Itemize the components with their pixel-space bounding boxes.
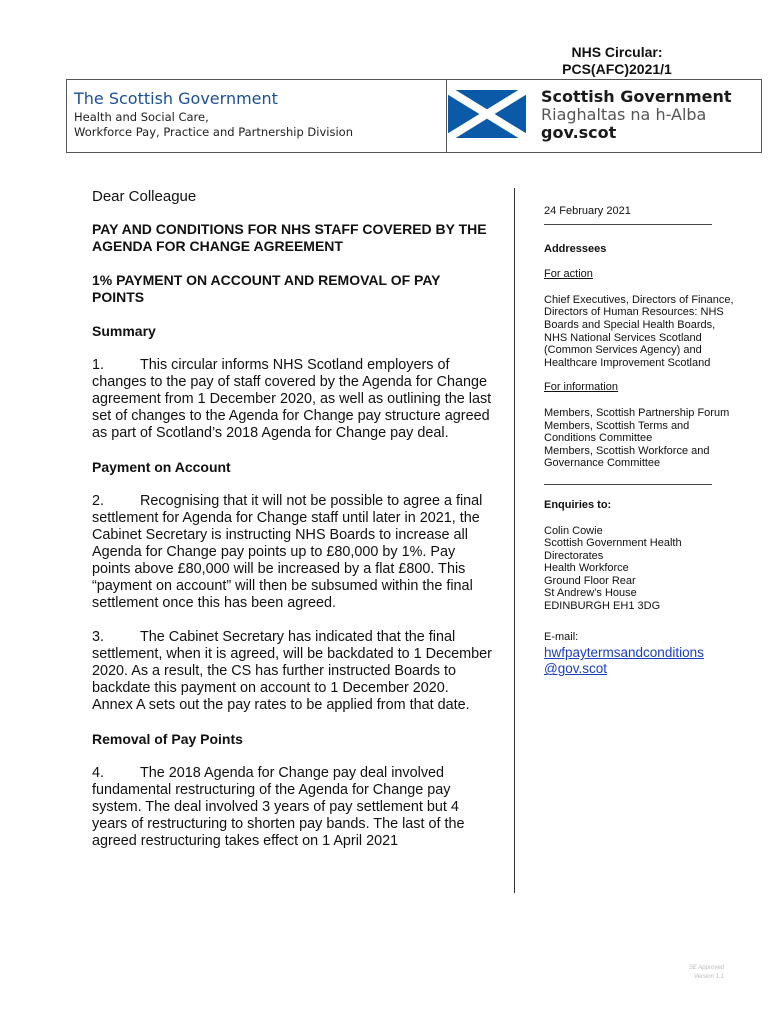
paragraph-3 xyxy=(92,629,492,714)
contact-line: Ground Floor Rear xyxy=(544,574,636,587)
paragraph-1-text: This circular informs NHS Scotland employers of changes to the pay of staff covered by the Agenda for Change agreement from 1 December 2020, as well as outlining the last set of changes to the Agenda for Change pay structure agreed as part of Scotland’s 2018 Agenda for Change pay deal. xyxy=(92,357,492,441)
paragraph-3-number: 3. xyxy=(92,629,105,645)
paragraph-2-text: Recognising that it will not be possible to agree a final settlement for Agenda for Change staff until later in 2021, the Cabinet Secretary is instructing NHS Boards to increase all Agenda for Change pay points up to £80,000 by 1%. Pay points above £80,000 will be increased by a flat £800. This “payment on account” will then be subsumed within the final settlement once this has been agreed. xyxy=(92,493,483,611)
for-action-label: For action xyxy=(544,268,593,281)
paragraph-4 xyxy=(92,765,492,850)
addressees-heading: Addressees xyxy=(544,242,607,255)
summary-heading: Summary xyxy=(92,323,156,339)
for-information-text-2: Members, Scottish Terms and Conditions Committee xyxy=(544,419,690,445)
paragraph-1 xyxy=(92,357,492,442)
sidebar-rule-1 xyxy=(544,224,712,225)
email-link-line-1[interactable]: hwfpaytermsandconditions xyxy=(544,645,704,661)
circular-label: NHS Circular: xyxy=(571,44,663,60)
email-link[interactable] xyxy=(544,645,704,676)
letter-body xyxy=(92,188,492,850)
saltire-flag-icon xyxy=(448,90,526,138)
contact-line: EDINBURGH EH1 3DG xyxy=(544,600,661,613)
email-label: E-mail: xyxy=(544,630,579,643)
removal-of-pay-points-heading: Removal of Pay Points xyxy=(92,731,243,747)
department-line-2: Workforce Pay, Practice and Partnership Division xyxy=(74,125,353,139)
department-line-1: Health and Social Care, xyxy=(74,110,209,124)
issue-date: 24 February 2021 xyxy=(544,205,631,217)
circular-number: PCS(AFC)2021/1 xyxy=(562,61,672,77)
paragraph-4-text: The 2018 Agenda for Change pay deal involved fundamental restructuring of the Agenda for Change pay system. The deal involved 3 years of pay settlement but 4 years of restructuring to shorten pay bands. The last of the agreed restructuring takes effect on 1 April 2021 xyxy=(92,765,465,849)
header-divider xyxy=(446,80,447,152)
sidebar xyxy=(544,205,734,677)
email-link-line-2[interactable]: @gov.scot xyxy=(544,661,607,677)
salutation: Dear Colleague xyxy=(92,188,197,205)
paragraph-2-number: 2. xyxy=(92,493,105,509)
for-action-text: Chief Executives, Directors of Finance, Directors of Human Resources: NHS Boards and Special Health Boards, NHS National Services Scotland (Common Services Agency) and Healthcare Improvement Scotland xyxy=(544,293,734,369)
contact-name: Colin Cowie xyxy=(544,524,603,537)
logo-line-gaelic: Riaghaltas na h-Alba xyxy=(541,105,707,124)
government-name: The Scottish Government xyxy=(74,89,278,108)
paragraph-3-text: The Cabinet Secretary has indicated that the final settlement, when it is agreed, will be backdated to 1 December 2020. As a result, the CS has further instructed Boards to backdate this payment on account to 1 December 2020. Annex A sets out the pay rates to be applied from that date. xyxy=(92,629,492,713)
scottish-government-logo xyxy=(541,88,732,142)
for-information-text-3: Members, Scottish Workforce and Governance Committee xyxy=(544,444,710,470)
contact-line: St Andrew’s House xyxy=(544,587,637,600)
approval-stamp xyxy=(660,964,724,982)
enquiries-heading: Enquiries to: xyxy=(544,498,612,511)
approval-line-1: SE Approved xyxy=(688,965,724,971)
paragraph-2 xyxy=(92,493,492,612)
for-information-label: For information xyxy=(544,381,618,394)
letter-title: PAY AND CONDITIONS FOR NHS STAFF COVERED BY THE AGENDA FOR CHANGE AGREEMENT xyxy=(92,221,487,254)
circular-reference xyxy=(542,44,692,78)
for-information-text-1: Members, Scottish Partnership Forum xyxy=(544,406,730,419)
paragraph-4-number: 4. xyxy=(92,765,105,781)
contact-line: Scottish Government Health Directorates xyxy=(544,537,682,562)
letter-subtitle: 1% PAYMENT ON ACCOUNT AND REMOVAL OF PAY POINTS xyxy=(92,272,441,305)
payment-on-account-heading: Payment on Account xyxy=(92,459,231,475)
contact-line: Health Workforce xyxy=(544,562,629,575)
logo-line-website: gov.scot xyxy=(541,123,617,142)
paragraph-1-number: 1. xyxy=(92,357,105,373)
column-divider xyxy=(514,188,515,893)
letterhead xyxy=(66,79,762,153)
sidebar-rule-2 xyxy=(544,484,712,485)
logo-line-english: Scottish Government xyxy=(541,87,732,106)
approval-line-2: Version 1.1 xyxy=(693,974,724,980)
